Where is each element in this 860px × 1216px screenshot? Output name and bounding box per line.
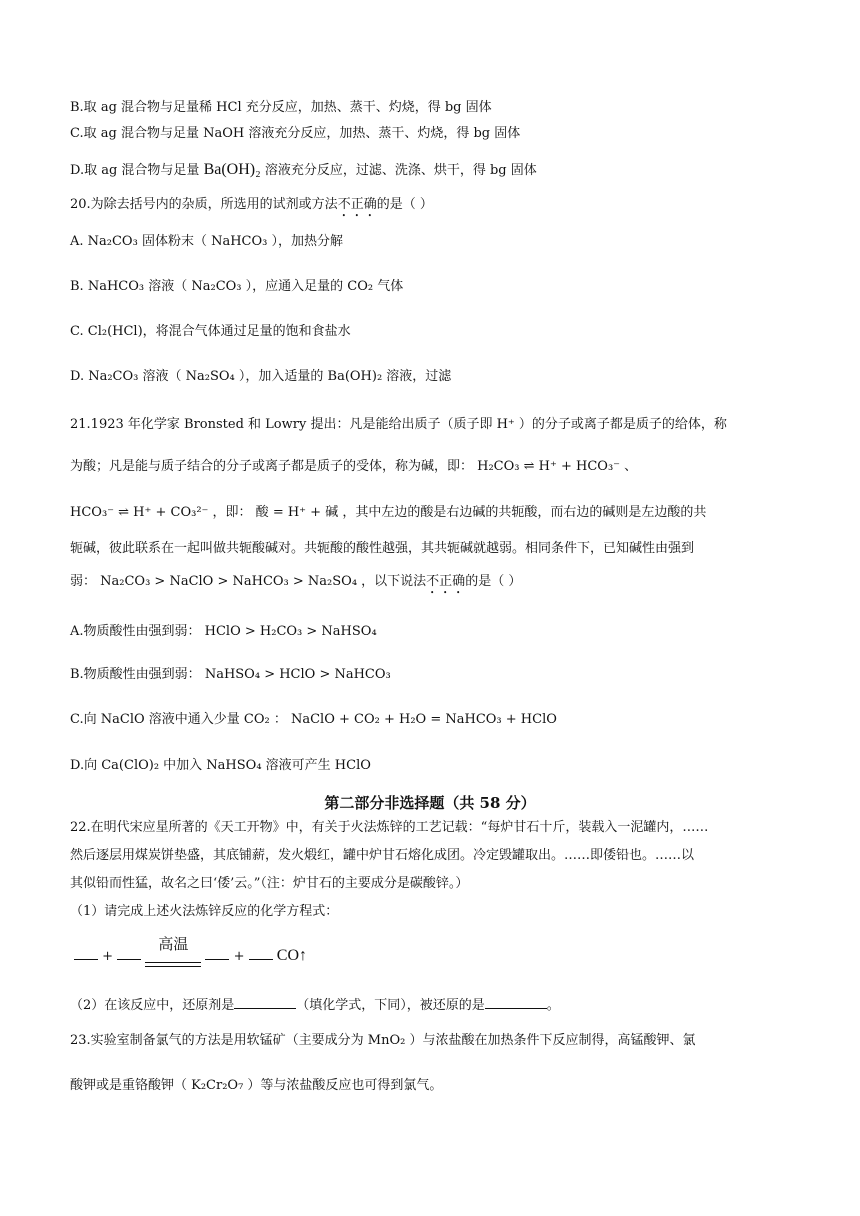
q21-line-2: 为酸；凡是能与质子结合的分子或离子都是质子的受体，称为碱，即： H₂CO₃ ⇌ H⁺ + HCO₃⁻ 、	[70, 459, 638, 474]
q21-option-c: C.向 NaClO 溶液中通入少量 CO₂ ： NaClO + CO₂ + H₂O = NaHCO₃ + HClO	[70, 712, 557, 727]
q19-option-c: C.取 ag 混合物与足量 NaOH 溶液充分反应，加热、蒸干、灼烧，得 bg 固体	[70, 126, 521, 141]
q21-line-5-prefix: 弱： Na₂CO₃ > NaClO > NaHCO₃ > Na₂SO₄ ，以下说法	[70, 574, 427, 589]
q19-option-d-prefix: D.取 ag 混合物与足量	[70, 163, 200, 178]
reaction-condition: 高温	[158, 935, 189, 953]
equals-sign	[145, 962, 201, 967]
equation-blank-2	[117, 947, 141, 960]
q21-line-5-emphasis: 不正确	[426, 574, 466, 589]
section-title: 第二部分非选择题（共 58 分）	[324, 794, 536, 812]
q21-option-b: B.物质酸性由强到弱： NaHSO₄ > HClO > NaHCO₃	[70, 667, 391, 682]
equation-blank-3	[205, 947, 229, 960]
q20-stem-prefix: 20.为除去括号内的杂质，所选用的试剂或方法	[70, 197, 338, 212]
q22-line-1: 22.在明代宋应星所著的《天工开物》中，有关于火法炼锌的工艺记载：“每炉甘石十斤，装载入一泥罐内，……	[70, 820, 709, 835]
q20-stem-emphasis: 不正确	[337, 197, 377, 212]
q22-sub-2	[70, 996, 560, 1016]
reaction-arrow	[145, 935, 201, 967]
q22-sub-2-suffix: 。	[546, 998, 560, 1013]
q21-line-4: 轭碱，彼此联系在一起叫做共轭酸碱对。共轭酸的酸性越强，其共轭碱就越弱。相同条件下，已知碱性由强到	[70, 541, 695, 556]
q21-line-5-suffix: 的是（ ）	[465, 574, 522, 589]
answer-blank-reduced[interactable]	[485, 996, 547, 1009]
q20-option-b: B. NaHCO₃ 溶液（ Na₂CO₃ ），应通入足量的 CO₂ 气体	[70, 279, 404, 294]
equation-blank-1	[74, 947, 98, 960]
equation-plus-2: +	[233, 949, 245, 964]
q22-equation	[74, 935, 308, 967]
q22-line-3: 其似铅而性猛，故名之曰‘倭’云。”（注：炉甘石的主要成分是碳酸锌。）	[70, 876, 469, 891]
q20-stem-suffix: 的是（ ）	[376, 197, 433, 212]
q19-option-b: B.取 ag 混合物与足量稀 HCl 充分反应，加热、蒸干、灼烧，得 bg 固体	[70, 100, 492, 115]
q22-sub-1: （1）请完成上述火法炼锌反应的化学方程式：	[70, 904, 339, 919]
equation-blank-4	[249, 947, 273, 960]
q22-sub-2-prefix: （2）在该反应中，还原剂是	[70, 998, 235, 1013]
q21-option-d: D.向 Ca(ClO)₂ 中加入 NaHSO₄ 溶液可产生 HClO	[70, 758, 371, 773]
q19-option-d-formula: Ba(OH)₂	[203, 161, 261, 178]
answer-blank-reducing-agent[interactable]	[234, 996, 296, 1009]
equation-plus-1: +	[102, 949, 114, 964]
q22-sub-2-mid: （填化学式，下同），被还原的是	[296, 998, 485, 1013]
q21-line-3: HCO₃⁻ ⇌ H⁺ + CO₃²⁻ ，即： 酸 = H⁺ + 碱 ，其中左边的酸是右边碱的共轭酸，而右边的碱则是左边酸的共	[70, 505, 707, 520]
q23-line-1: 23.实验室制备氯气的方法是用软锰矿（主要成分为 MnO₂ ）与浓盐酸在加热条件下反应制得，高锰酸钾、氯	[70, 1033, 696, 1048]
q20-option-c: C. Cl₂(HCl)，将混合气体通过足量的饱和食盐水	[70, 324, 351, 339]
q20-option-a: A. Na₂CO₃ 固体粉末（ NaHCO₃ ），加热分解	[70, 234, 343, 249]
equation-product: CO↑	[276, 947, 308, 964]
q21-line-5	[70, 572, 521, 597]
q21-option-a: A.物质酸性由强到弱： HClO > H₂CO₃ > NaHSO₄	[70, 624, 377, 639]
q20-stem	[70, 195, 433, 220]
q22-line-2: 然后逐层用煤炭饼垫盛，其底铺薪，发火煅红，罐中炉甘石熔化成团。冷定毁罐取出。……即倭铅也。……以	[70, 848, 695, 863]
q23-line-2: 酸钾或是重铬酸钾（ K₂Cr₂O₇ ）等与浓盐酸反应也可得到氯气。	[70, 1078, 443, 1093]
q19-option-d	[70, 160, 537, 181]
q20-option-d: D. Na₂CO₃ 溶液（ Na₂SO₄ ），加入适量的 Ba(OH)₂ 溶液，过滤	[70, 369, 452, 384]
q19-option-d-suffix: 溶液充分反应，过滤、洗涤、烘干，得 bg 固体	[264, 163, 537, 178]
q21-line-1: 21.1923 年化学家 Bronsted 和 Lowry 提出：凡是能给出质子（质子即 H⁺ ）的分子或离子都是质子的给体，称	[70, 417, 727, 432]
